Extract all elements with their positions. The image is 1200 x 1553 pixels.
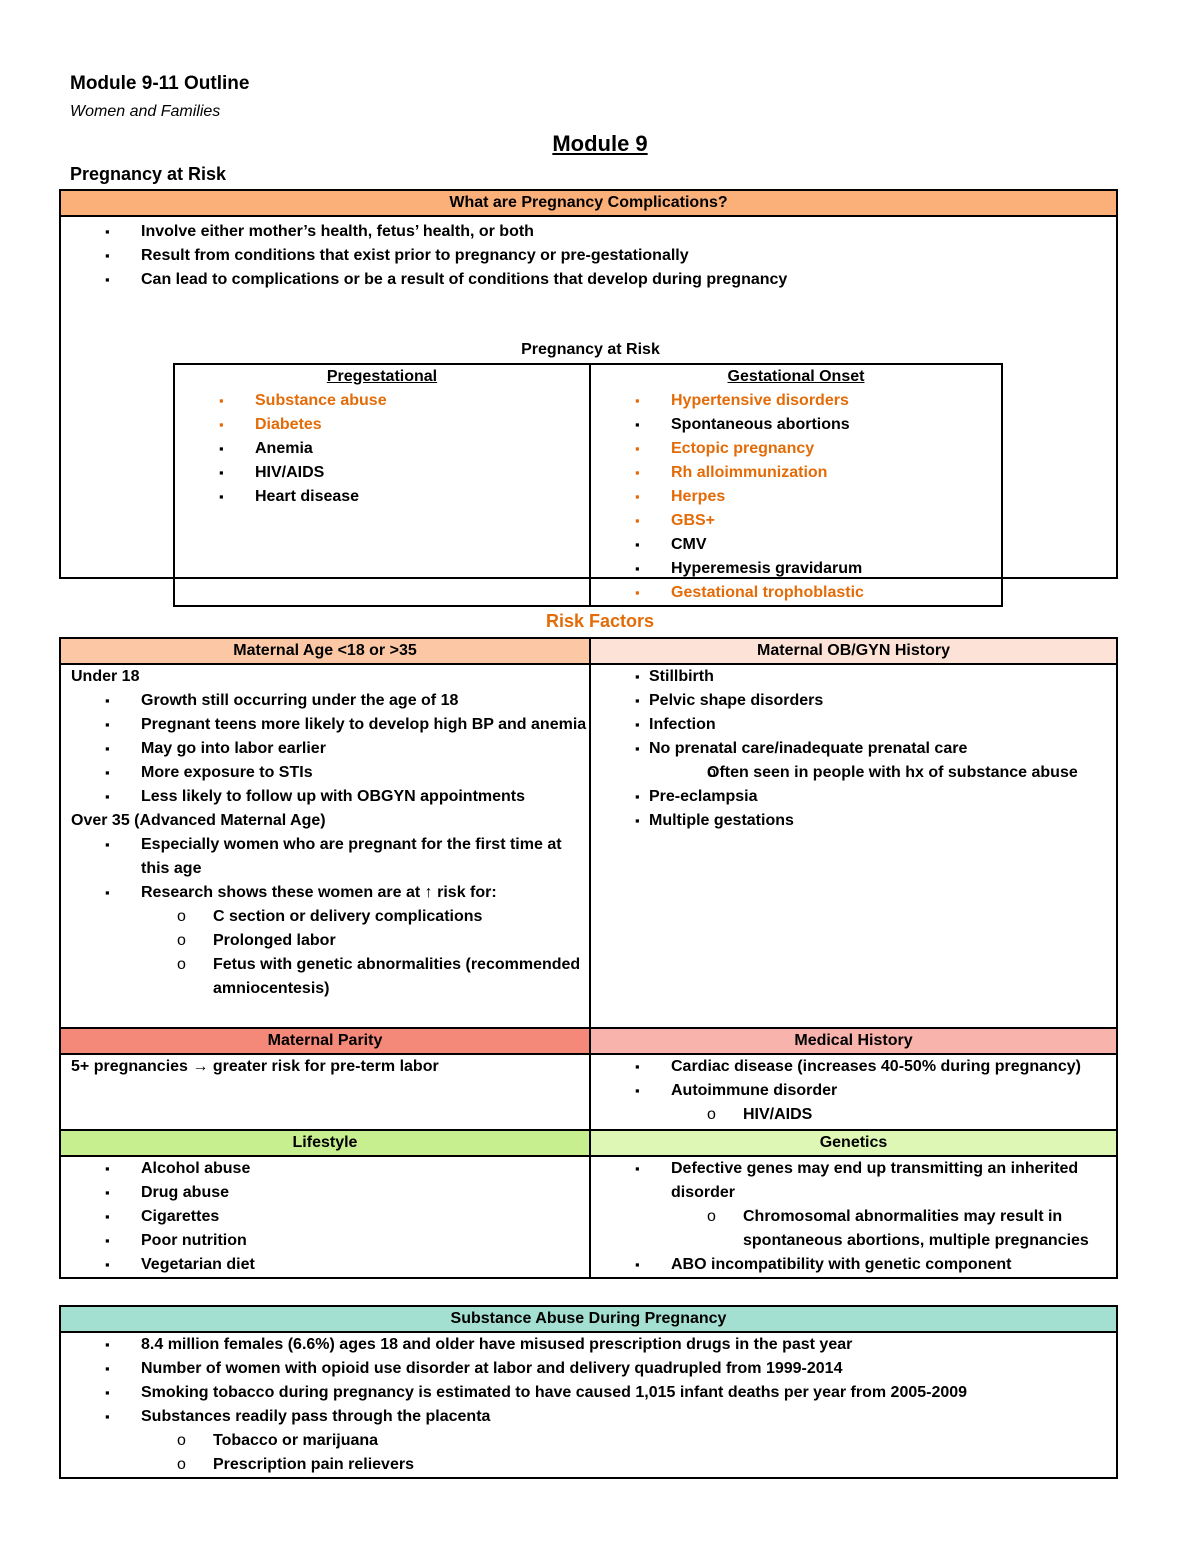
gestational-item: ▪ Gestational trophoblastic — [591, 581, 1001, 605]
substance-subitem: o Prescription pain relievers — [61, 1453, 1116, 1477]
gestational-heading: Gestational Onset — [727, 368, 865, 385]
document-subtitle: Women and Families — [70, 103, 221, 120]
pregestational-item: ▪ Heart disease — [175, 485, 589, 509]
substance-bullet: ▪ Number of women with opioid use disorder at labor and delivery quadrupled from 1999-2014 — [61, 1357, 1116, 1381]
age-subitem: o Prolonged labor — [61, 929, 589, 953]
complications-header: What are Pregnancy Complications? — [60, 190, 1117, 216]
pregestational-column — [174, 364, 590, 606]
age-item: ▪ Research shows these women are at ↑ risk for: — [61, 881, 589, 905]
obgyn-item: ▪ Pelvic shape disorders — [591, 689, 1116, 713]
maternal-parity-header: Maternal Parity — [60, 1028, 590, 1054]
age-item: ▪ Less likely to follow up with OBGYN appointments — [61, 785, 589, 809]
genetics-item: ▪ ABO incompatibility with genetic component — [591, 1253, 1116, 1277]
pregestational-heading: Pregestational — [326, 368, 438, 385]
obgyn-subitem: o Often seen in people with hx of substance abuse — [591, 761, 1116, 785]
age-subitem: o C section or delivery complications — [61, 905, 589, 929]
lifestyle-header: Lifestyle — [60, 1130, 590, 1156]
pregestational-item: ▪ Substance abuse — [175, 389, 589, 413]
obgyn-item: ▪ No prenatal care/inadequate prenatal care — [591, 737, 1116, 761]
age-item: ▪ May go into labor earlier — [61, 737, 589, 761]
substance-bullet: ▪ Substances readily pass through the placenta — [61, 1405, 1116, 1429]
maternal-age-cell — [60, 664, 590, 1028]
medical-item: ▪ Autoimmune disorder — [591, 1079, 1116, 1103]
obgyn-history-header: Maternal OB/GYN History — [590, 638, 1117, 664]
pregestational-item: ▪ Diabetes — [175, 413, 589, 437]
age-item: ▪ Especially women who are pregnant for the first time at this age — [61, 833, 589, 881]
obgyn-history-cell — [590, 664, 1117, 1028]
complication-bullet: ▪ Result from conditions that exist prior to pregnancy or pre-gestationally — [61, 244, 1116, 268]
medical-subitem: o HIV/AIDS — [591, 1103, 1116, 1127]
age-item: ▪ More exposure to STIs — [61, 761, 589, 785]
lifestyle-item: ▪ Vegetarian diet — [61, 1253, 589, 1277]
age-subitem: o Fetus with genetic abnormalities (recommended amniocentesis) — [61, 953, 589, 1001]
gestational-item: ▪ Herpes — [591, 485, 1001, 509]
genetics-header: Genetics — [590, 1130, 1117, 1156]
inner-table-title: Pregnancy at Risk — [521, 341, 660, 358]
complication-bullet: ▪ Involve either mother’s health, fetus’ health, or both — [61, 220, 1116, 244]
age-item: ▪ Growth still occurring under the age of 18 — [61, 689, 589, 713]
gestational-item: ▪ Ectopic pregnancy — [591, 437, 1001, 461]
genetics-cell — [590, 1156, 1117, 1278]
obgyn-item: ▪ Multiple gestations — [591, 809, 1116, 833]
pregestational-item: ▪ HIV/AIDS — [175, 461, 589, 485]
medical-history-header: Medical History — [590, 1028, 1117, 1054]
lifestyle-item: ▪ Alcohol abuse — [61, 1157, 589, 1181]
substance-abuse-header: Substance Abuse During Pregnancy — [60, 1306, 1117, 1332]
substance-subitem: o Tobacco or marijuana — [61, 1429, 1116, 1453]
age-item: ▪ Pregnant teens more likely to develop high BP and anemia — [61, 713, 589, 737]
genetics-subitem: o Chromosomal abnormalities may result in spontaneous abortions, multiple pregnancies — [591, 1205, 1116, 1253]
substance-bullet: ▪ Smoking tobacco during pregnancy is estimated to have caused 1,015 infant deaths per year from 2005-2009 — [61, 1381, 1116, 1405]
substance-abuse-table — [59, 1305, 1118, 1479]
obgyn-item: ▪ Infection — [591, 713, 1116, 737]
gestational-item: ▪ Hyperemesis gravidarum — [591, 557, 1001, 581]
substance-abuse-body — [60, 1332, 1117, 1478]
document-title: Module 9-11 Outline — [70, 73, 250, 94]
parity-text: 5+ pregnancies → greater risk for pre-term labor — [71, 1058, 439, 1075]
medical-history-cell — [590, 1054, 1117, 1130]
risk-factors-title: Risk Factors — [545, 611, 655, 631]
under-18-label: Under 18 — [71, 668, 140, 685]
gestational-item: ▪ Hypertensive disorders — [591, 389, 1001, 413]
gestational-item: ▪ GBS+ — [591, 509, 1001, 533]
lifestyle-item: ▪ Cigarettes — [61, 1205, 589, 1229]
complications-table — [59, 189, 1118, 601]
gestational-column — [590, 364, 1002, 606]
over-35-label: Over 35 (Advanced Maternal Age) — [71, 812, 326, 829]
maternal-age-header: Maternal Age <18 or >35 — [60, 638, 590, 664]
maternal-parity-cell — [60, 1054, 590, 1130]
gestational-item: ▪ CMV — [591, 533, 1001, 557]
complication-bullet: ▪ Can lead to complications or be a result of conditions that develop during pregnancy — [61, 268, 1116, 292]
genetics-item: ▪ Defective genes may end up transmitting an inherited disorder — [591, 1157, 1116, 1205]
substance-bullet: ▪ 8.4 million females (6.6%) ages 18 and older have misused prescription drugs in the past year — [61, 1333, 1116, 1357]
risk-factors-table — [59, 637, 1118, 1279]
obgyn-item: ▪ Stillbirth — [591, 665, 1116, 689]
gestational-item: ▪ Rh alloimmunization — [591, 461, 1001, 485]
complications-body — [60, 216, 1117, 601]
medical-item: ▪ Cardiac disease (increases 40-50% during pregnancy) — [591, 1055, 1116, 1079]
lifestyle-item: ▪ Poor nutrition — [61, 1229, 589, 1253]
lifestyle-item: ▪ Drug abuse — [61, 1181, 589, 1205]
pregestational-item: ▪ Anemia — [175, 437, 589, 461]
obgyn-item: ▪ Pre-eclampsia — [591, 785, 1116, 809]
module-heading: Module 9 — [552, 131, 648, 156]
lifestyle-cell — [60, 1156, 590, 1278]
pregnancy-at-risk-table — [173, 363, 1003, 607]
gestational-item: ▪ Spontaneous abortions — [591, 413, 1001, 437]
section-heading: Pregnancy at Risk — [70, 164, 227, 184]
